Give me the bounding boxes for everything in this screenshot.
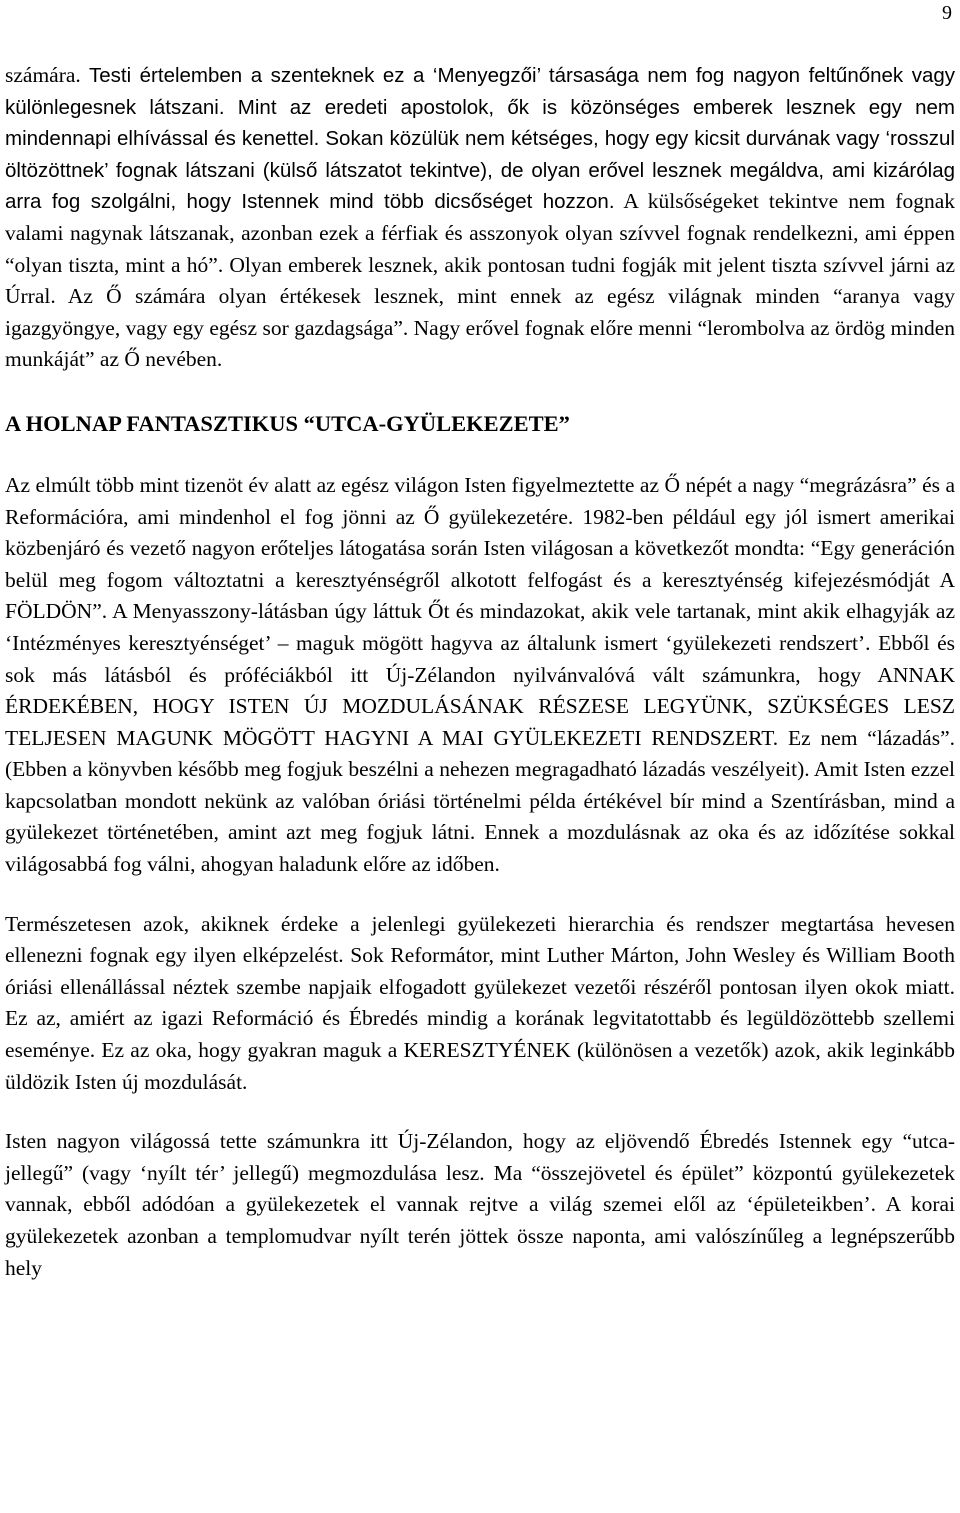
text-segment: Testi értelemben a szenteknek ez a ‘Menyegzői’ társasága nem fog nagyon feltűnőnek vagy különlegesnek látszani. Mint az eredeti apostolok, ők is közönséges emberek lesznek egy nem mindennapi elhívással és kenettel. Sokan közülük nem kétséges, hogy egy kicsit durvának vagy ‘rosszul öltözöttnek’ fognak látszani (külső látszatot tekintve), de olyan erővel lesznek megáldva, ami kizárólag arra fog szolgálni, hogy Istennek mind több dicsőséget hozzon.: [5, 64, 955, 214]
paragraph: Természetesen azok, akiknek érdeke a jelenlegi gyülekezeti hierarchia és rendszer megtartása hevesen ellenezni fognak egy ilyen elképzelést. Sok Reformátor, mint Luther Márton, John Wesley és William Booth óriási ellenállással néztek szembe napjaik elfogadott gyülekezet vezetői részéről pontosan ilyen okok miatt. Ez az, amiért az igazi Reformáció és Ébredés mindig a korának legvitatottabb és legüldözöttebb szellemi eseménye. Ez az oka, hogy gyakran maguk a KERESZTYÉNEK (különösen a vezetők) azok, akik leginkább üldözik Isten új mozdulását.: [5, 911, 955, 1094]
text-segment: számára.: [5, 63, 89, 87]
text-segment: A külsőségeket tekintve nem fognak valami nagynak látszanak, azonban ezek a férfiak és asszonyok olyan szívvel fognak rendelkezni, ami éppen “olyan tiszta, mint a hó”. Olyan emberek lesznek, akik pontosan tudni fogják mit jelent tiszta szívvel járni az Úrral. Az Ő számára olyan értékesek lesznek, mint ennek az egész világnak minden “aranya vagy igazgyöngye, vagy egy egész sor gazdagsága”. Nagy erővel fognak előre menni “lerombolva az ördög minden munkáját” az Ő nevében.: [5, 189, 956, 372]
page-content: [5, 60, 955, 1284]
page-number: 9: [942, 2, 952, 24]
section-heading: A HOLNAP FANTASZTIKUS “UTCA-GYÜLEKEZETE”: [5, 410, 570, 436]
paragraph: Isten nagyon világossá tette számunkra itt Új-Zélandon, hogy az eljövendő Ébredés Istennek egy “utca-jellegű” (vagy ‘nyílt tér’ jellegű) megmozdulása lesz. Ma “összejövetel és épület” központú gyülekezetek vannak, ebből adódóan a gyülekezetek el vannak rejtve a világ szemei elől az ‘épületeikben’. A korai gyülekezetek azonban a templomudvar nyílt terén jöttek össze naponta, ami valószínűleg a legnépszerűbb hely: [5, 1129, 955, 1280]
paragraph: Az elmúlt több mint tizenöt év alatt az egész világon Isten figyelmeztette az Ő népét a nagy “megrázásra” és a Reformációra, ami mindenhol el fog jönni az Ő gyülekezetére. 1982-ben például egy jól ismert amerikai közbenjáró és vezető nagyon erőteljes látogatása során Isten világosan a következőt mondta: “Egy generáción belül meg fogom változtatni a keresztyénségről alkotott felfogást és a keresztyénség kifejezésmódját A FÖLDÖN”. A Menyasszony-látásban úgy láttuk Őt és mindazokat, akik vele tartanak, mint akik elhagyják az ‘Intézményes keresztyénséget’ – maguk mögött hagyva az általunk ismert ‘gyülekezeti rendszert’. Ebből és sok más látásból és próféciákból itt Új-Zélandon nyilvánvalóvá vált számunkra, hogy ANNAK ÉRDEKÉBEN, HOGY ISTEN ÚJ MOZDULÁSÁNAK RÉSZESE LEGYÜNK, SZÜKSÉGES LESZ TELJESEN MAGUNK MÖGÖTT HAGYNI A MAI GYÜLEKEZETI RENDSZERT. Ez nem “lázadás”. (Ebben a könyvben később meg fogjuk beszélni a nehezen megragadható lázadás veszélyeit). Amit Isten ezzel kapcsolatban mondott nekünk az valóban óriási történelmi példa értékével bír mind a Szentírásban, mind a gyülekezet történetében, amint azt meg fogjuk látni. Ennek a mozdulásnak az oka és az időzítése sokkal világosabbá fog válni, ahogyan haladunk előre az időben.: [5, 472, 955, 877]
paragraph-intro: [5, 60, 955, 376]
